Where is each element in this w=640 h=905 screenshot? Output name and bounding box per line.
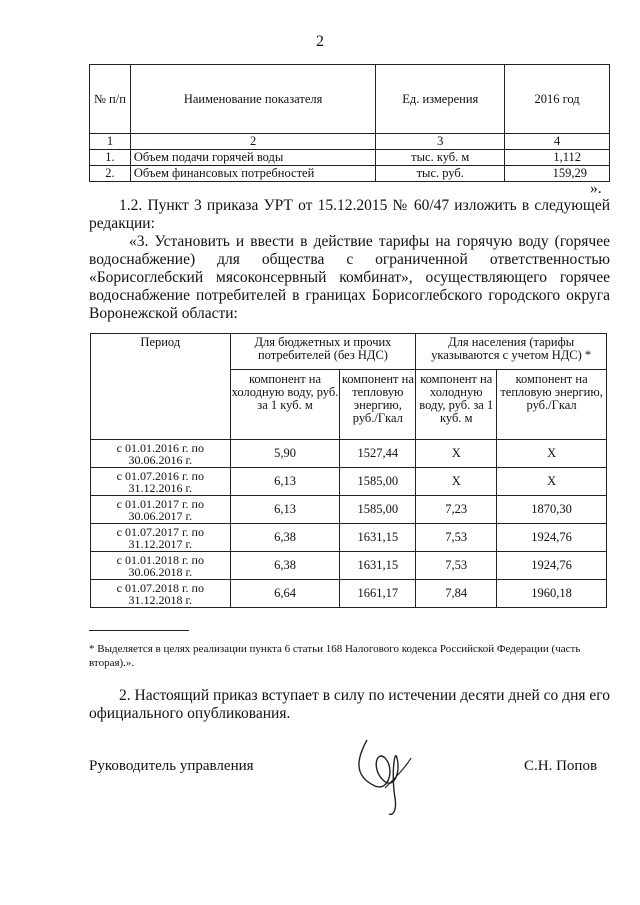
footnote: * Выделяется в целях реализации пункта 6 статьи 168 Налогового кодекса Российской Федерации (часть вторая).». <box>89 643 581 669</box>
row-num: 1. <box>90 150 131 166</box>
header-num: № п/п <box>90 65 131 134</box>
signatory-name: С.Н. Попов <box>524 758 598 774</box>
cold1-cell: 6,13 <box>230 496 340 524</box>
period-cell: с 01.01.2018 г. по 30.06.2018 г. <box>91 552 231 580</box>
period-cell: с 01.07.2017 г. по 31.12.2017 г. <box>91 524 231 552</box>
period-cell: с 01.07.2016 г. по 31.12.2016 г. <box>91 468 231 496</box>
column-number-row <box>90 134 610 150</box>
period-header: Период <box>91 334 231 440</box>
cold2-cell: 7,53 <box>416 552 497 580</box>
budget-consumers-header: Для бюджетных и прочих потребителей (без НДС) <box>230 334 416 370</box>
row-value: 159,29 <box>505 166 610 182</box>
heat1-cell: 1585,00 <box>340 468 416 496</box>
heat2-cell: 1960,18 <box>497 580 607 608</box>
footnote-divider <box>89 630 189 631</box>
cold1-cell: 6,38 <box>230 552 340 580</box>
cold1-cell: 6,64 <box>230 580 340 608</box>
indicators-table <box>89 64 610 182</box>
table-row <box>91 580 607 608</box>
col-number: 2 <box>130 134 375 150</box>
table-header-row <box>90 65 610 134</box>
tariffs-table <box>90 333 607 608</box>
period-cell: с 01.07.2018 г. по 31.12.2018 г. <box>91 580 231 608</box>
page-number: 2 <box>316 33 324 50</box>
cold2-cell: X <box>416 468 497 496</box>
paragraph-1-2: 1.2. Пункт 3 приказа УРТ от 15.12.2015 № 60/47 изложить в следующей редакции: <box>89 197 610 232</box>
row-name: Объем финансовых потребностей <box>130 166 375 182</box>
heat2-cell: 1870,30 <box>497 496 607 524</box>
table-row <box>90 150 610 166</box>
handwritten-signature <box>345 728 425 818</box>
sub-cold-water: компонент на холодную воду, руб. за 1 куб. м <box>230 370 340 440</box>
cold1-cell: 6,13 <box>230 468 340 496</box>
heat1-cell: 1585,00 <box>340 496 416 524</box>
heat1-cell: 1661,17 <box>340 580 416 608</box>
cold1-cell: 5,90 <box>230 440 340 468</box>
heat2-cell: 1924,76 <box>497 524 607 552</box>
heat2-cell: 1924,76 <box>497 552 607 580</box>
cold2-cell: 7,84 <box>416 580 497 608</box>
heat1-cell: 1631,15 <box>340 524 416 552</box>
row-name: Объем подачи горячей воды <box>130 150 375 166</box>
table-row <box>91 440 607 468</box>
sub-heat-energy: компонент на тепловую энергию, руб./Гкал <box>497 370 607 440</box>
header-year: 2016 год <box>505 65 610 134</box>
row-unit: тыс. руб. <box>376 166 505 182</box>
cold2-cell: 7,53 <box>416 524 497 552</box>
cold1-cell: 6,38 <box>230 524 340 552</box>
paragraph-2: 2. Настоящий приказ вступает в силу по истечении десяти дней со дня его официального опубликования. <box>89 687 610 722</box>
table-row <box>91 552 607 580</box>
paragraph-3: «3. Установить и ввести в действие тарифы на горячую воду (горячее водоснабжение) для общества с ограниченной ответственностью «Борисоглебский мясоконсервный комбинат», осуществляющего горячее водоснабжение потребителей в границах Борисоглебского городского округа Воронежской области: <box>89 233 610 322</box>
col-number: 1 <box>90 134 131 150</box>
col-number: 4 <box>505 134 610 150</box>
heat2-cell: X <box>497 440 607 468</box>
row-value: 1,112 <box>505 150 610 166</box>
heat1-cell: 1527,44 <box>340 440 416 468</box>
period-cell: с 01.01.2017 г. по 30.06.2017 г. <box>91 496 231 524</box>
sub-cold-water: компонент на холодную воду, руб. за 1 куб. м <box>416 370 497 440</box>
row-num: 2. <box>90 166 131 182</box>
row-unit: тыс. куб. м <box>376 150 505 166</box>
sub-heat-energy: компонент на тепловую энергию, руб./Гкал <box>340 370 416 440</box>
table-row <box>91 468 607 496</box>
cold2-cell: 7,23 <box>416 496 497 524</box>
col-number: 3 <box>376 134 505 150</box>
population-header: Для населения (тарифы указываются с учетом НДС) * <box>416 334 607 370</box>
closing-quote: ». <box>590 180 602 197</box>
period-cell: с 01.01.2016 г. по 30.06.2016 г. <box>91 440 231 468</box>
header-name: Наименование показателя <box>130 65 375 134</box>
table-row <box>90 166 610 182</box>
table-row <box>91 496 607 524</box>
table-row <box>91 524 607 552</box>
signatory-position: Руководитель управления <box>89 758 254 774</box>
heat2-cell: X <box>497 468 607 496</box>
cold2-cell: X <box>416 440 497 468</box>
header-unit: Ед. измерения <box>376 65 505 134</box>
heat1-cell: 1631,15 <box>340 552 416 580</box>
tariffs-header-row <box>91 334 607 370</box>
